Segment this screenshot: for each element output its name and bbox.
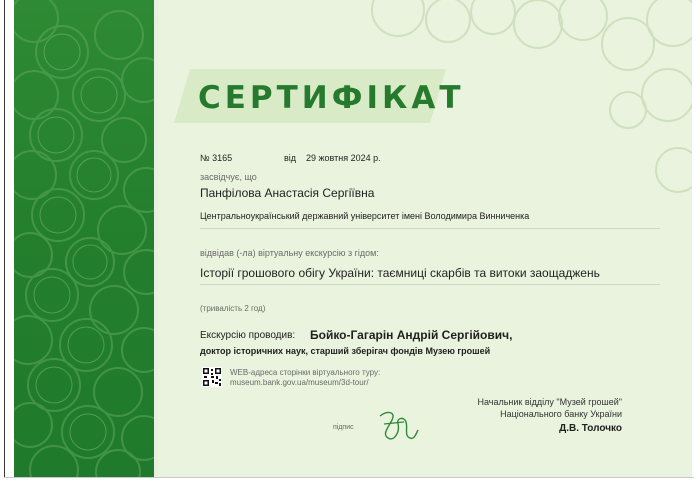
- guide-label: Екскурсію проводив:: [200, 330, 296, 341]
- guide-name: Бойко-Гагарін Андрій Сергійович,: [310, 328, 513, 342]
- coin-band: [14, 0, 156, 478]
- coin-pattern: [14, 0, 156, 478]
- head-title-line1: Начальник відділу "Музей грошей": [477, 397, 622, 407]
- duration: (тривалість 2 год): [200, 304, 266, 313]
- guide-credentials: доктор історичних наук, старший зберігач фондів Музею грошей: [200, 346, 491, 356]
- certificate-title: СЕРТИФІКАТ: [198, 80, 465, 116]
- divider-line: [200, 284, 660, 285]
- tour-title: Історії грошового обігу України: таємниці скарбів та витоки заощаджень: [200, 266, 600, 280]
- divider-line: [200, 228, 660, 229]
- certificate-date: 29 жовтня 2024 р.: [306, 153, 381, 163]
- signature-mark: [374, 408, 420, 444]
- date-prefix: від: [284, 153, 297, 163]
- signature-label: підпис: [333, 424, 354, 431]
- bottom-edge-line: [4, 477, 694, 478]
- qr-code-icon: [202, 367, 222, 387]
- certificate-number: № 3165: [200, 153, 233, 163]
- certifies-label: засвідчує, що: [200, 172, 257, 182]
- web-label: WEB-адреса сторінки віртуального туру:: [230, 368, 381, 377]
- visited-label: відвідав (-ла) віртуальну екскурсію з гідом:: [200, 248, 379, 258]
- head-name: Д.В. Толочко: [559, 423, 622, 434]
- organization: Центральноукраїнський державний університет імені Володимира Винниченка: [200, 211, 530, 221]
- web-url[interactable]: museum.bank.gov.ua/museum/3d-tour/: [230, 378, 369, 387]
- recipient-name: Панфілова Анастасія Сергіївна: [200, 186, 375, 200]
- head-title-line2: Національного банку України: [500, 409, 622, 419]
- left-edge-line: [4, 0, 5, 478]
